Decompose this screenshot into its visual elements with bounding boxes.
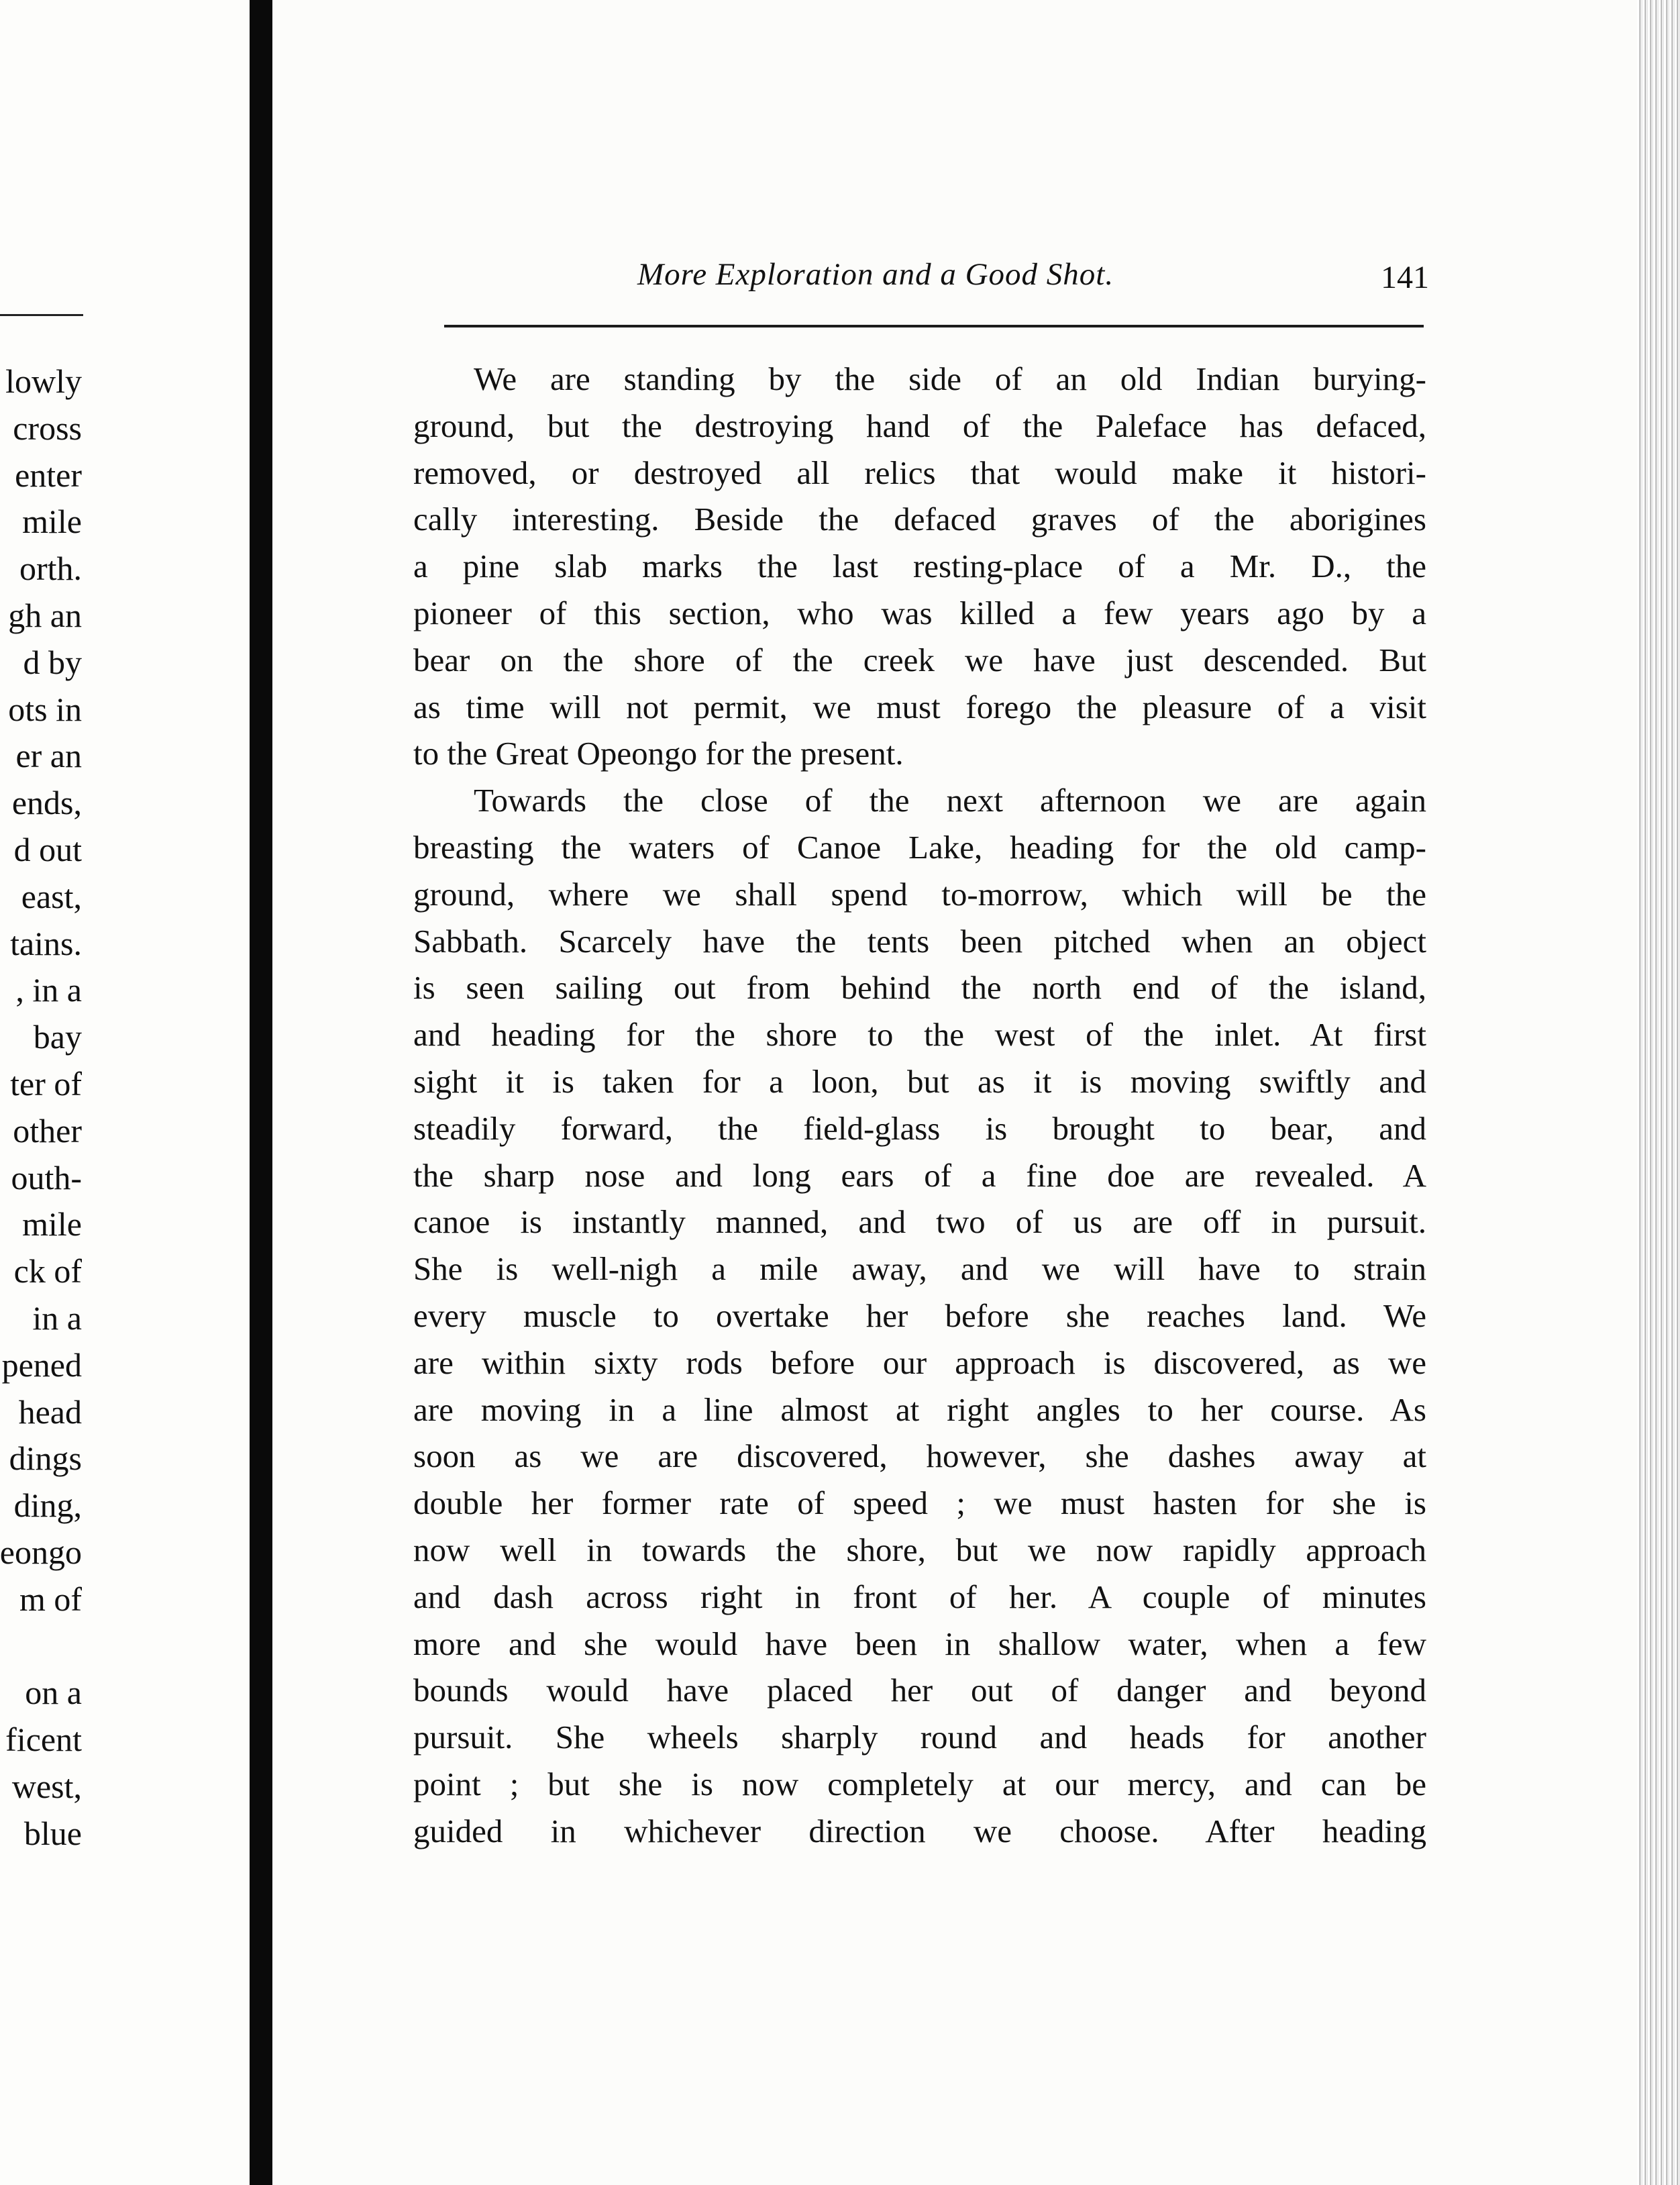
left-page-line: in a <box>32 1299 82 1337</box>
body-text-line: more and she would have been in shallow water, when a few <box>413 1625 1426 1662</box>
left-page-line: east, <box>21 877 82 915</box>
body-text-line: soon as we are discovered, however, she dashes away at <box>413 1437 1426 1475</box>
left-page-line: mile <box>22 1205 82 1243</box>
body-text-line: pioneer of this section, who was killed a few years ago by a <box>413 594 1426 631</box>
left-page-line <box>0 1623 82 1670</box>
left-page-line: ter of <box>10 1064 82 1103</box>
body-text-line: and dash across right in front of her. A couple of minutes <box>413 1578 1426 1615</box>
body-text-line: the sharp nose and long ears of a fine doe are revealed. A <box>413 1156 1426 1194</box>
body-text-line: now well in towards the shore, but we now rapidly approach <box>413 1531 1426 1568</box>
body-text-line: ground, where we shall spend to-morrow, which will be the <box>413 875 1426 913</box>
left-page-line: tains. <box>10 924 82 962</box>
left-facing-page <box>0 0 250 2185</box>
left-page-line: m of <box>19 1580 82 1618</box>
body-text-line: are moving in a line almost at right angles to her course. As <box>413 1390 1426 1428</box>
left-page-line: lowly <box>5 362 82 400</box>
left-page-line: ding, <box>13 1486 82 1525</box>
body-text-line: She is well-nigh a mile away, and we will have to strain <box>413 1250 1426 1288</box>
body-text-line: ground, but the destroying hand of the Paleface has defaced, <box>413 407 1426 444</box>
body-text-line: We are standing by the side of an old Indian burying- <box>474 360 1426 397</box>
body-text-line: point ; but she is now completely at our mercy, and can be <box>413 1765 1426 1802</box>
left-page-line: gh an <box>8 596 82 634</box>
left-page-line: ck of <box>13 1252 82 1290</box>
body-text-line: guided in whichever direction we choose. After heading <box>413 1812 1426 1849</box>
page-number: 141 <box>1381 260 1429 295</box>
body-text-line: and heading for the shore to the west of the inlet. At first <box>413 1016 1426 1054</box>
left-page-line: mile <box>22 503 82 541</box>
body-text-line: every muscle to overtake her before she reaches land. We <box>413 1297 1426 1334</box>
body-text-line: Sabbath. Scarcely have the tents been pitched when an object <box>413 922 1426 960</box>
body-text-line: sight it is taken for a loon, but as it is moving swiftly and <box>413 1062 1426 1100</box>
header-rule <box>444 325 1424 327</box>
left-page-line: west, <box>11 1767 82 1805</box>
left-page-line: other <box>13 1111 82 1150</box>
running-head: More Exploration and a Good Shot. <box>637 257 1114 292</box>
left-page-text-fragments <box>0 358 82 1858</box>
left-page-line: ficent <box>5 1721 82 1759</box>
body-text-line: steadily forward, the field-glass is brought to bear, and <box>413 1109 1426 1147</box>
left-page-line: orth. <box>19 550 82 588</box>
left-page-line: enter <box>15 456 82 494</box>
body-text-line: pursuit. She wheels sharply round and heads for another <box>413 1719 1426 1756</box>
body-text-line: are within sixty rods before our approach is discovered, as we <box>413 1343 1426 1381</box>
left-page-line: outh- <box>11 1158 82 1197</box>
left-page-line: d out <box>13 830 82 868</box>
body-text-line: a pine slab marks the last resting-place of a Mr. D., the <box>413 548 1426 585</box>
left-page-line: bay <box>33 1018 82 1056</box>
left-page-line: ends, <box>11 784 82 822</box>
body-text-line: as time will not permit, we must forego the pleasure of a visit <box>413 688 1426 725</box>
left-page-line: head <box>18 1392 82 1431</box>
left-page-header-rule <box>0 314 83 316</box>
book-gutter <box>250 0 272 2185</box>
body-text-line: removed, or destroyed all relics that would make it histori- <box>413 454 1426 491</box>
body-text-line: Towards the close of the next afternoon we are again <box>474 782 1426 819</box>
body-text <box>413 356 1426 1855</box>
left-page-line: pened <box>1 1345 82 1384</box>
left-page-line: eongo <box>0 1533 82 1571</box>
body-text-line: canoe is instantly manned, and two of us are off in pursuit. <box>413 1203 1426 1241</box>
page-fore-edge <box>1637 0 1680 2185</box>
left-page-line: cross <box>13 409 82 447</box>
page-header <box>637 256 1429 297</box>
left-page-line: ots in <box>8 690 82 728</box>
left-page-line: blue <box>23 1814 82 1852</box>
body-text-line: double her former rate of speed ; we must hasten for she is <box>413 1484 1426 1522</box>
left-page-line: on a <box>25 1674 82 1712</box>
body-text-line: bounds would have placed her out of danger and beyond <box>413 1672 1426 1709</box>
body-text-line: bear on the shore of the creek we have just descended. But <box>413 641 1426 678</box>
body-text-line: cally interesting. Beside the defaced graves of the aborigines <box>413 501 1426 538</box>
left-page-line: er an <box>15 737 82 775</box>
body-text-line: breasting the waters of Canoe Lake, heading for the old camp- <box>413 828 1426 866</box>
body-text-line: is seen sailing out from behind the north end of the island, <box>413 969 1426 1007</box>
body-text-line: to the Great Opeongo for the present. <box>413 735 904 772</box>
left-page-line: d by <box>23 643 82 681</box>
left-page-line: dings <box>9 1439 82 1478</box>
left-page-line: , in a <box>15 971 82 1009</box>
